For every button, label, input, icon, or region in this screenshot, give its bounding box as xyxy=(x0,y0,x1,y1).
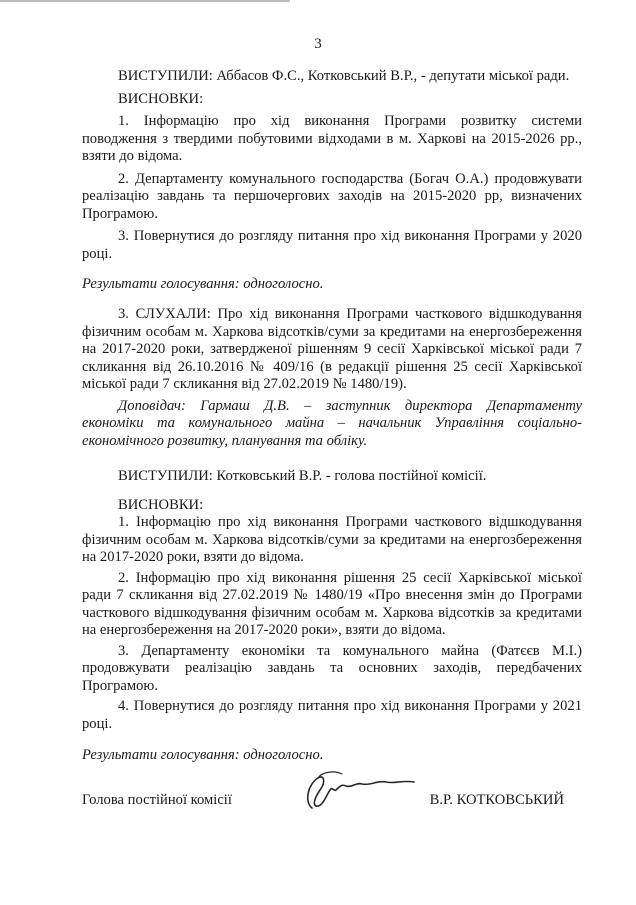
scan-edge-line xyxy=(0,0,290,2)
s2-item-2: 2. Інформацію про хід виконання рішення 25 сесії Харківської міської ради 7 скликання від 27.02.2019 № 1480/19 «Про внесення змін до Програми часткового відшкодування фізичним особам м. Харкова відсотків за кредитами на енергозбереження на 2017-2020 роки», взяти до відома. xyxy=(82,569,582,638)
s1-item-3: 3. Повернутися до розгляду питання про хід виконання Програми у 2020 році. xyxy=(82,228,582,262)
signature-row xyxy=(82,788,582,828)
s2-item-1: 1. Інформацію про хід виконання Програми часткового відшкодування фізичним особам м. Харкова відсотків/суми за кредитами на енергозбереження на 2017-2020 роки, взяти до відома. xyxy=(82,514,582,565)
s2-vystupyly: ВИСТУПИЛИ: Котковський В.Р. - голова постійної комісії. xyxy=(118,468,487,484)
s1-vysnovky-heading: ВИСНОВКИ: xyxy=(118,90,204,107)
s1-voting-result: Результати голосування: одноголосно. xyxy=(82,276,324,292)
s1-item-1: 1. Інформацію про хід виконання Програми розвитку системи поводження з твердими побутовими відходами в м. Харкові на 2015-2026 рр., взяти до відома. xyxy=(82,113,582,164)
signature-title: Голова постійної комісії xyxy=(82,792,232,808)
s2-voting-result: Результати голосування: одноголосно. xyxy=(82,747,324,763)
page-number: 3 xyxy=(314,36,322,52)
s2-sluhaly: 3. СЛУХАЛИ: Про хід виконання Програми часткового відшкодування фізичним особам м. Харкова відсотків/суми за кредитами на енергозбереження на 2017-2020 роки, затвердженої рішенням 9 сесії Харківської міської ради 7 скликання від 26.10.2016 № 409/16 (в редакції рішення 25 сесії Харківської міської ради 7 скликання від 27.02.2019 № 1480/19). xyxy=(82,306,582,392)
section-1 xyxy=(82,68,582,294)
s2-item-3: 3. Департаменту економіки та комунального майна (Фатєєв М.І.) продовжувати реалізацію завдань та основних заходів, передбачених Програмою. xyxy=(82,642,582,694)
s1-item-2: 2. Департаменту комунального господарства (Богач О.А.) продовжувати реалізацію завдань та першочергових заходів на 2015-2020 рр, визначених Програмою. xyxy=(82,170,582,222)
s2-vysnovky-heading: ВИСНОВКИ: xyxy=(118,496,204,513)
s2-dopovidach: Доповідач: Гармаш Д.В. – заступник директора Департаменту економіки та комунального майна – начальник Управління соціально-економічного розвитку, планування та обліку. xyxy=(82,397,582,449)
s2-item-4: 4. Повернутися до розгляду питання про хід виконання Програми у 2021 році. xyxy=(82,698,582,732)
section-2 xyxy=(82,306,582,765)
s1-vystupyly: ВИСТУПИЛИ: Аббасов Ф.С., Котковський В.Р., - депутати міської ради. xyxy=(118,68,570,84)
signatory-name: В.Р. КОТКОВСЬКИЙ xyxy=(429,792,564,808)
handwritten-signature-icon xyxy=(282,762,422,822)
